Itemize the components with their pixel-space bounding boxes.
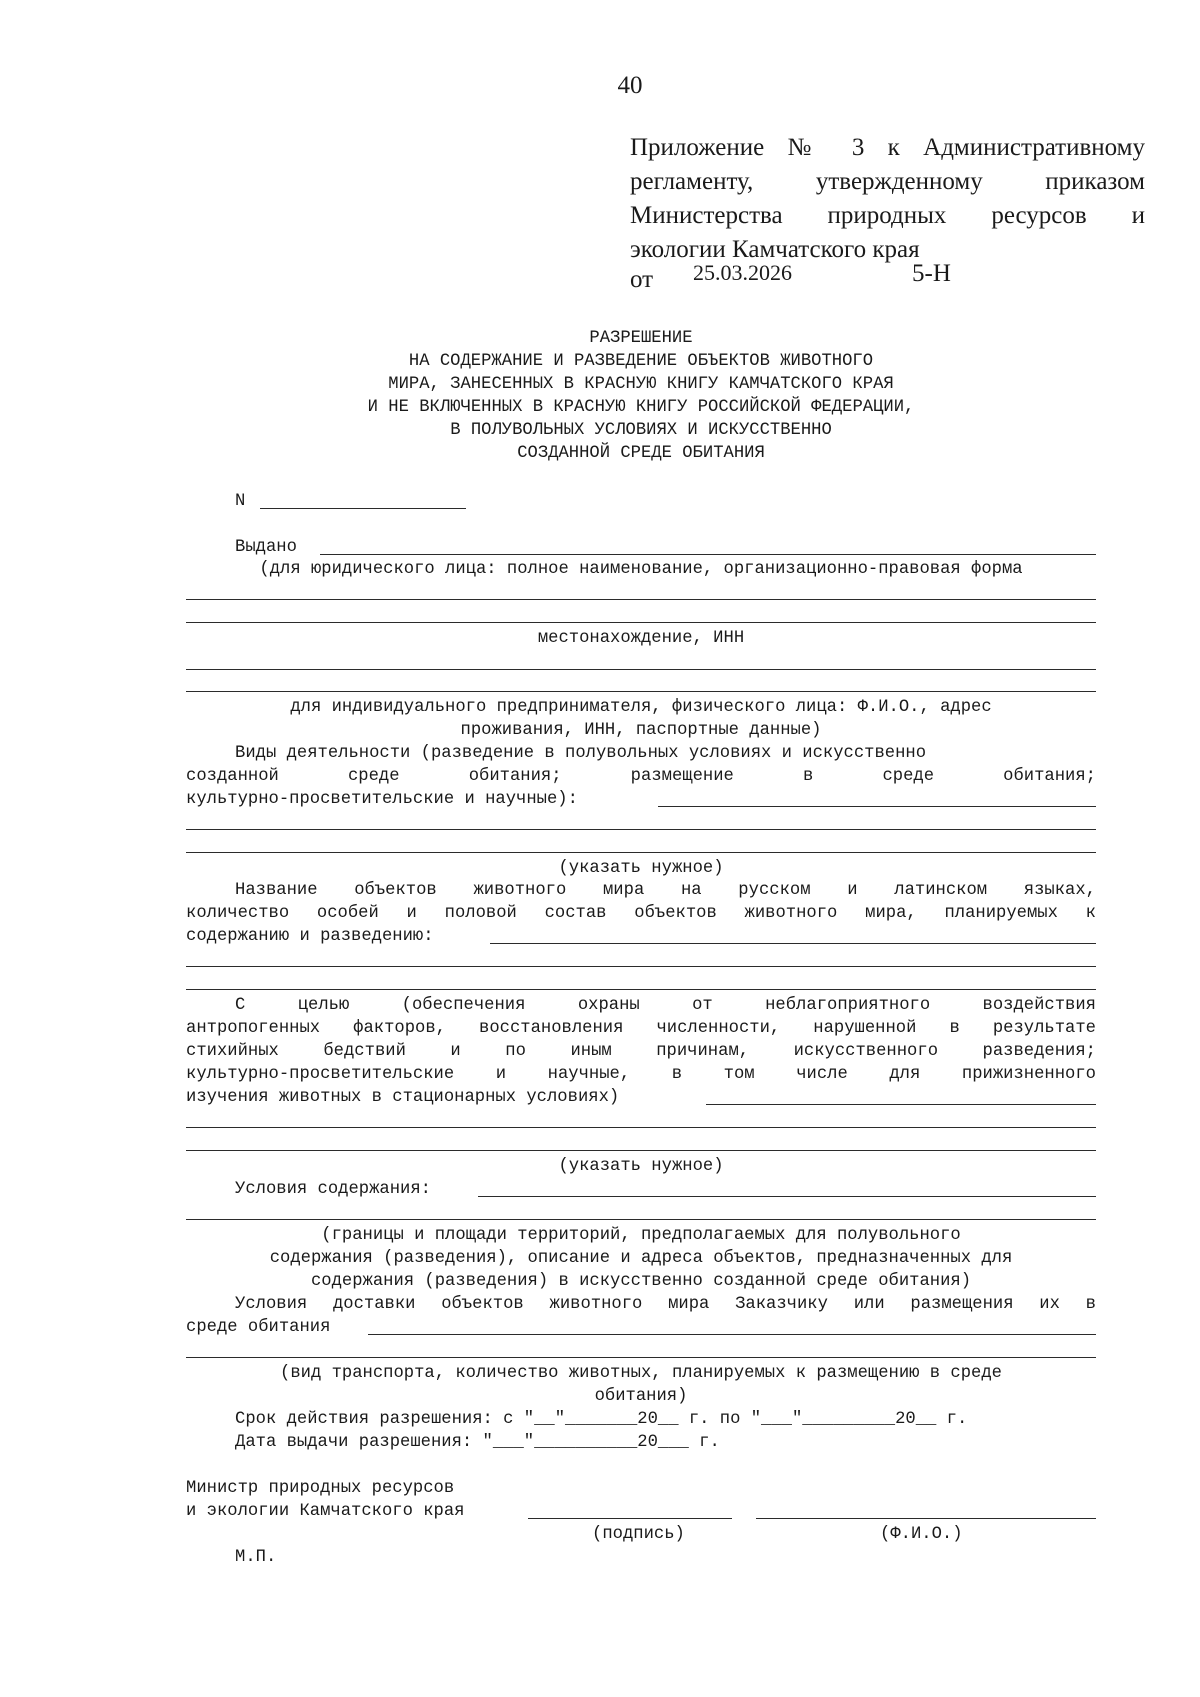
activity-line-1-a: [235, 743, 926, 765]
title-line-2: НА СОДЕРЖАНИЕ И РАЗВЕДЕНИЕ ОБЪЕКТОВ ЖИВОТНОГО: [408, 352, 874, 371]
delivery-hint-1: (вид транспорта, количество животных, планируемых к размещению в среде: [280, 1364, 1002, 1383]
conditions-field-line-2[interactable]: [186, 1219, 1096, 1220]
annex-line-4: экологии Камчатского края: [630, 236, 920, 263]
annex-number: 5-Н: [912, 260, 951, 287]
conditions-field[interactable]: [478, 1196, 1096, 1197]
signature-hint: (подпись): [592, 1525, 685, 1544]
conditions-label: Условия содержания:: [235, 1180, 431, 1199]
purpose-line-3: стихийных бедствий и по иным причинам, искусственного разведения;: [186, 1042, 1096, 1061]
fio-hint: (Ф.И.О.): [880, 1525, 963, 1544]
title-line-4: И НЕ ВКЛЮЧЕННЫХ В КРАСНУЮ КНИГУ РОССИЙСКОЙ ФЕДЕРАЦИИ,: [367, 398, 915, 417]
name-field[interactable]: [490, 943, 1096, 944]
title-line-5: В ПОЛУВОЛЬНЫХ УСЛОВИЯХ И ИСКУССТВЕННО: [450, 421, 832, 440]
delivery-field-line-2[interactable]: [186, 1357, 1096, 1358]
name-line-2: количество особей и половой состав объектов животного мира, планируемых к: [186, 904, 1096, 923]
name-line-3: содержанию и разведению:: [186, 927, 434, 946]
activity-field-line-2[interactable]: [186, 829, 1096, 830]
individual-hint-2: проживания, ИНН, паспортные данные): [460, 721, 822, 740]
signature-field[interactable]: [528, 1518, 732, 1519]
title-line-3: МИРА, ЗАНЕСЕННЫХ В КРАСНУЮ КНИГУ КАМЧАТСКОГО КРАЯ: [388, 375, 894, 394]
activity-field-line-3[interactable]: [186, 852, 1096, 853]
purpose-line-4: культурно-просветительские и научные, в том числе для прижизненного: [186, 1065, 1096, 1084]
number-field[interactable]: [260, 508, 466, 509]
conditions-hint-3: содержания (разведения) в искусственно созданной среде обитания): [310, 1272, 972, 1291]
conditions-hint-2: содержания (разведения), описание и адреса объектов, предназначенных для: [269, 1249, 1013, 1268]
name-field-line-3[interactable]: [186, 989, 1096, 990]
title-line-6: СОЗДАННОЙ СРЕДЕ ОБИТАНИЯ: [517, 444, 765, 463]
name-line-1: Название объектов животного мира на русском и латинском языках,: [235, 881, 1096, 900]
conditions-hint-1: (границы и площади территорий, предполагаемых для полувольного: [321, 1226, 961, 1245]
legal-entity-hint: (для юридического лица: полное наименование, организационно-правовая форма: [259, 560, 1023, 579]
purpose-line-5: изучения животных в стационарных условиях): [186, 1088, 620, 1107]
delivery-line-1: Условия доставки объектов животного мира Заказчику или размещения их в: [235, 1295, 1096, 1314]
validity-field[interactable]: Срок действия разрешения: с "__"_______20__ г. по "___"_________20__ г.: [235, 1410, 968, 1429]
stamp-label: М.П.: [235, 1548, 277, 1567]
annex-line-1: Приложение № 3 к Административному: [630, 134, 1145, 161]
annex-line-3: Министерства природных ресурсов и: [630, 202, 1145, 229]
delivery-hint-2: обитания): [594, 1387, 688, 1406]
number-label: N: [235, 492, 246, 511]
issue-date-field[interactable]: Дата выдачи разрешения: "___"__________20___ г.: [235, 1433, 720, 1452]
fio-field[interactable]: [756, 1518, 1096, 1519]
purpose-field-line-3[interactable]: [186, 1150, 1096, 1151]
issued-field-line-5[interactable]: [186, 691, 1096, 692]
activity-line-3: культурно-просветительские и научные):: [186, 790, 578, 809]
title-line-1: РАЗРЕШЕНИЕ: [589, 329, 693, 348]
issued-field[interactable]: [320, 554, 1096, 555]
activity-line-1: Виды деятельности (разведение в полувольных условиях и искусственно: [235, 744, 927, 763]
name-field-line-2[interactable]: [186, 966, 1096, 967]
minister-line-1: Министр природных ресурсов: [186, 1479, 455, 1498]
activity-line-2: созданной среде обитания; размещение в среде обитания;: [186, 767, 1096, 786]
specify-hint-1: (указать нужное): [558, 859, 724, 878]
annex-date: 25.03.2026: [693, 260, 792, 285]
issued-field-line-2[interactable]: [186, 599, 1096, 600]
delivery-line-2: среде обитания: [186, 1318, 331, 1337]
specify-hint-2: (указать нужное): [558, 1157, 724, 1176]
activity-field[interactable]: [658, 806, 1096, 807]
annex-line-2: регламенту, утвержденному приказом: [630, 168, 1145, 195]
minister-line-2: и экологии Камчатского края: [186, 1502, 465, 1521]
page-number: 40: [617, 72, 643, 99]
purpose-field-line-2[interactable]: [186, 1127, 1096, 1128]
issued-label: Выдано: [235, 538, 297, 557]
purpose-field[interactable]: [706, 1104, 1096, 1105]
location-hint: местонахождение, ИНН: [537, 629, 745, 648]
issued-field-line-3[interactable]: [186, 622, 1096, 623]
purpose-line-2: антропогенных факторов, восстановления численности, нарушенной в результате: [186, 1019, 1096, 1038]
individual-hint-1: для индивидуального предпринимателя, физического лица: Ф.И.О., адрес: [290, 698, 992, 717]
annex-header: [630, 131, 1145, 267]
annex-from-label: от: [630, 266, 654, 293]
issued-field-line-4[interactable]: [186, 669, 1096, 670]
delivery-field[interactable]: [368, 1334, 1096, 1335]
purpose-line-1: С целью (обеспечения охраны от неблагоприятного воздействия: [235, 996, 1096, 1015]
